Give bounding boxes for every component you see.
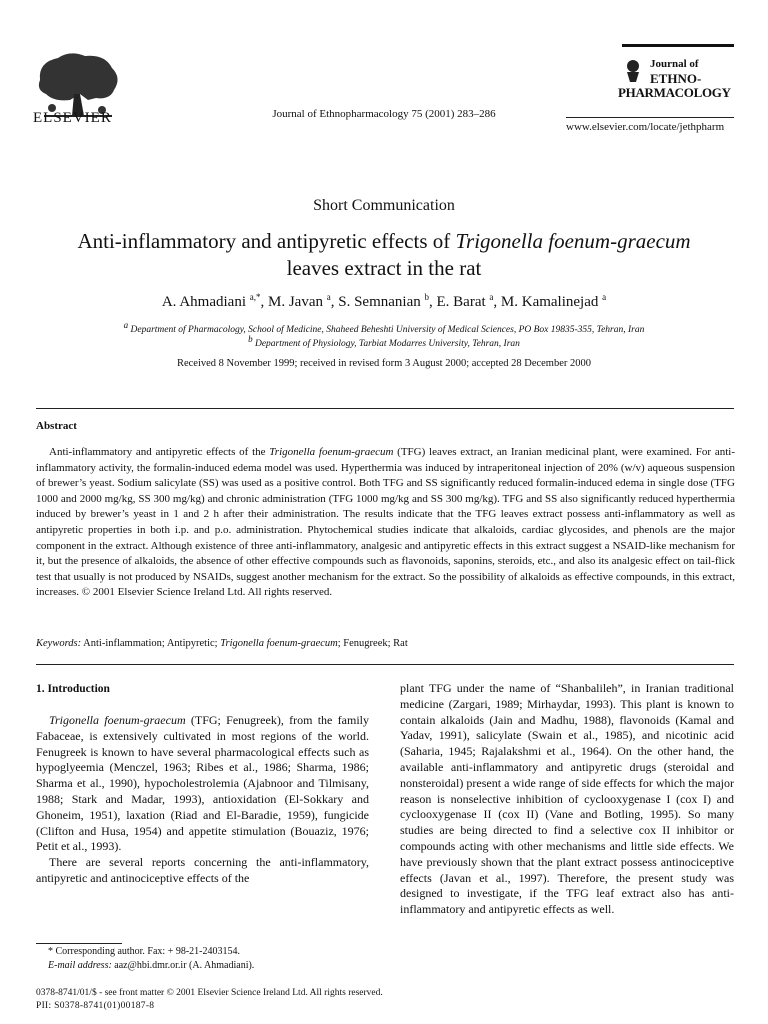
journal-logo-line2: ETHNO-: [650, 71, 702, 86]
email-address[interactable]: aaz@hbi.dmr.or.ir (A. Ahmadiani).: [111, 960, 255, 971]
author-name: A. Ahmadiani: [161, 294, 246, 310]
section-heading: 1. Introduction: [36, 683, 110, 695]
affil-mark: a: [123, 319, 129, 330]
author-affil-mark: b: [424, 292, 429, 302]
author-name: E. Barat: [436, 294, 486, 310]
abstract-species: Trigonella foenum-graecum: [269, 446, 394, 458]
title-part2: leaves extract in the rat: [286, 256, 482, 280]
keywords-part: ; Fenugreek; Rat: [337, 638, 408, 649]
keywords-part: Anti-inflammation; Antipyretic;: [81, 638, 221, 649]
title-part1: Anti-inflammatory and antipyretic effects of: [77, 229, 456, 253]
author-affil-mark: a: [489, 292, 494, 302]
author-affil-mark: a,*: [249, 292, 261, 302]
author-name: M. Kamalinejad: [500, 294, 599, 310]
journal-logo-line1: Journal of: [650, 58, 699, 70]
author-name: M. Javan: [268, 294, 323, 310]
affiliations: [0, 319, 768, 351]
affil-text: Department of Pharmacology, School of Medicine, Shaheed Beheshti University of Medical Sciences, PO Box 19835-355, Tehran, Iran: [130, 325, 645, 335]
abstract-text: [36, 445, 735, 601]
article-title: [60, 228, 708, 282]
masthead-rule: [622, 44, 734, 47]
affiliation-a: [0, 319, 768, 337]
email-label: E-mail address:: [48, 960, 112, 971]
abstract-top-rule: [36, 408, 734, 409]
journal-logo-line3: PHARMACOLOGY: [618, 85, 731, 100]
paragraph: [36, 713, 369, 855]
abstract-part: Anti-inflammatory and antipyretic effects of the: [49, 446, 270, 458]
pii-line: PII: S0378-8741(01)00187-8: [36, 1001, 155, 1011]
journal-emblem-icon: [622, 58, 644, 84]
affil-text: Department of Physiology, Tarbiat Modarres University, Tehran, Iran: [254, 339, 520, 349]
abstract-part: (TFG) leaves extract, an Iranian medicinal plant, were examined. For anti-inflammatory activity, the formalin-induced edema model was used. Hyperthermia was induced by intraperitoneal injection of 20% (w/v) aqueous suspension of brewer’s yeast. Sodium salicylate (SS) was used as a positive control. Both TFG and SS significantly reduced formalin-induced edema in single dose (TFG 1000 and 2000 mg/kg, SS 300 mg/kg) and chronic administration (TFG 1000 mg/kg and SS 300 mg/kg). TFG and SS also significantly reduced hyperthermia induced by brewer’s yeast in 1 and 2 h after their administration. The results indicate that the TFG leaves extract possess anti-inflammatory as well as antipyretic properties in both i.p. and p.o. administration. Phytochemical studies indicate that alkaloids, cardiac glycosides, and phenols are the major component in the extract. Although existence of three anti-inflammatory, analgesic and antipyretic effects in this extract suggest a NSAID-like mechanism for it, but the presence of alkaloids, the absence of other effective compounds such as flavonoids, saponins, steroids, etc., and also its analgesic effect on tail-flick test that usually is not produced by NSAIDs, suggest another mechanism for the extract. So the possibility of alkaloids as effective compounds, in this extract, increases. © 2001 Elsevier Science Ireland Ltd. All rights reserved.: [36, 446, 735, 599]
keywords: [36, 638, 408, 649]
publisher-name: ELSEVIER: [33, 110, 112, 126]
paragraph: plant TFG under the name of “Shanbalileh”, in Iranian traditional medicine (Zargari, 1989; Mirhaydar, 1993). This plant is known to contain alkaloids (Jain and Madhu, 1988), flavonoids (Kamal and Yadav, 1991), salicylate (Swain et al., 1985), and nicotinic acid (Saharia, 1945; Rajalakshmi et al., 1964). On the other hand, the available anti-inflammatory and antipyretic drugs (steroidal and nonsteroidal) present a wide range of side effects for which the major reason is nonselective inhibition of cyclooxygenase I (cox I) and cyclooxygenase II (cox II) (Vane and Botling, 1995). So many studies are being directed to find a selective cox II inhibitor or compounds acting with other mechanisms and little side effects. We have previously shown that the plant extract possess antinociceptive effects (Javan et al., 1997). Therefore, the present study was designed to investigate, if the TFG leaf extract also has anti-inflammatory and antipyretic effects as well.: [400, 681, 734, 917]
author-affil-mark: a: [602, 292, 607, 302]
email-footnote: [36, 959, 254, 973]
paragraph: There are several reports concerning the anti-inflammatory, antipyretic and antinociceptive effects of the: [36, 855, 369, 885]
url-rule: [566, 117, 734, 118]
title-species: Trigonella foenum-graecum: [455, 229, 691, 253]
left-column: [36, 713, 369, 887]
affiliation-b: [0, 333, 768, 351]
right-column: [400, 681, 734, 918]
journal-citation: Journal of Ethnopharmacology 75 (2001) 283–286: [272, 108, 496, 120]
received-dates: Received 8 November 1999; received in revised form 3 August 2000; accepted 28 December 2000: [176, 358, 592, 369]
keywords-label: Keywords:: [36, 638, 82, 649]
journal-url[interactable]: www.elsevier.com/locate/jethpharm: [566, 121, 725, 133]
keywords-species: Trigonella foenum-graecum: [220, 638, 338, 649]
author-list: A. Ahmadiani $^{a,*}$, M. Javan $^a$, S. Semnanian $^b$, E. Barat $^a$, M. Kamalinejad $^a$: [161, 292, 607, 310]
footnote-rule: [36, 943, 122, 944]
paragraph-text: (TFG; Fenugreek), from the family Fabaceae, is extensively cultivated in most regions of the world. Fenugreek is known to have several pharmacological effects such as hypoglyeemia (Menczel, 1963; Ribes et al., 1986; Sharma, 1986; Sharma et al., 1990), hypocholestrolemia (Ajabnoor and Tilmisany, 1988; Stark and Madar, 1993), antioxidation (El-Sokkary and Ghoneim, 1951), laxation (Riad and El-Baradie, 1959), fungicide (Clifton and Husa, 1954) and appetite stimulation (Bouaziz, 1976; Petit et al., 1993).: [36, 713, 369, 854]
abstract-bottom-rule: [36, 664, 734, 665]
author-name: S. Semnanian: [338, 294, 421, 310]
abstract-heading: Abstract: [36, 420, 77, 432]
species-name: Trigonella foenum-graecum: [49, 713, 186, 727]
article-type: Short Communication: [313, 197, 455, 214]
copyright-line: 0378-8741/01/$ - see front matter © 2001 Elsevier Science Ireland Ltd. All rights reserved.: [36, 988, 383, 998]
corresponding-author-footnote: * Corresponding author. Fax: + 98-21-2403154.: [48, 946, 241, 957]
affil-mark: b: [248, 333, 253, 344]
author-affil-mark: a: [326, 292, 331, 302]
